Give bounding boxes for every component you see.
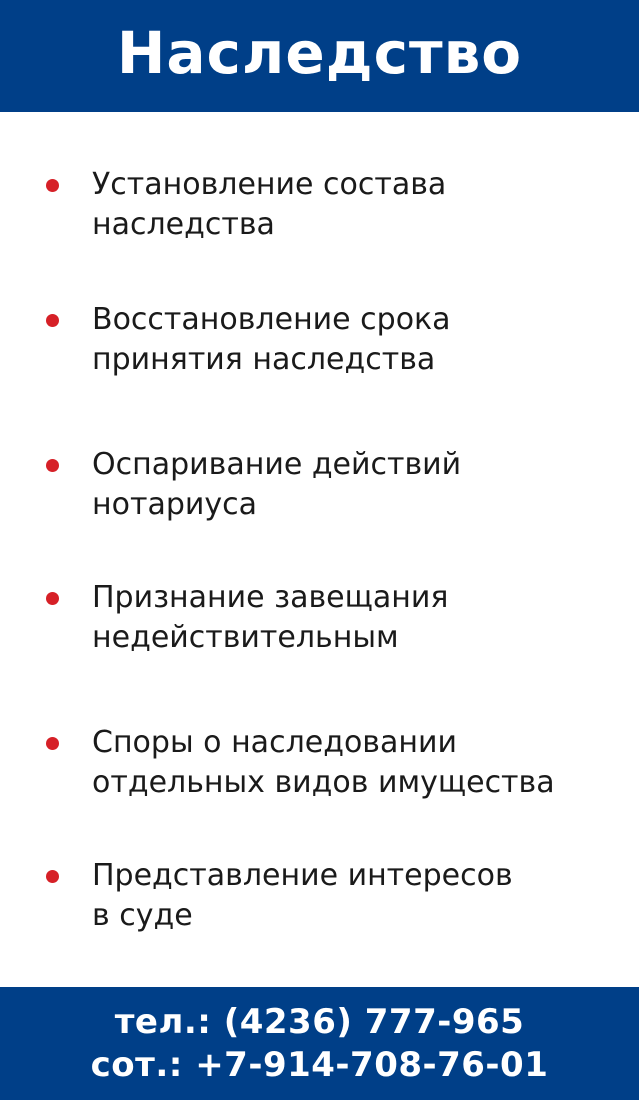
list-item-text: Представление интересов в суде [92, 858, 513, 933]
list-item-text: Признание завещания недействительным [92, 580, 449, 655]
bullet-icon [46, 737, 59, 750]
bullet-icon [46, 314, 59, 327]
bullet-icon [46, 459, 59, 472]
bullet-icon [46, 870, 59, 883]
list-item-text: Споры о наследовании отдельных видов имущества [92, 725, 555, 800]
list-item-text: Восстановление срока принятия наследства [92, 302, 451, 377]
bullet-icon [46, 592, 59, 605]
bullet-icon [46, 179, 59, 192]
page-title: Наследство [116, 19, 523, 87]
contact-banner [0, 987, 639, 1100]
header-banner [0, 0, 639, 112]
mobile-number: сот.: +7-914-708-76-01 [90, 1044, 549, 1085]
list-item-text: Оспаривание действий нотариуса [92, 447, 462, 522]
phone-number: тел.: (4236) 777-965 [114, 1001, 525, 1042]
list-item-text: Установление состава наследства [92, 167, 447, 242]
